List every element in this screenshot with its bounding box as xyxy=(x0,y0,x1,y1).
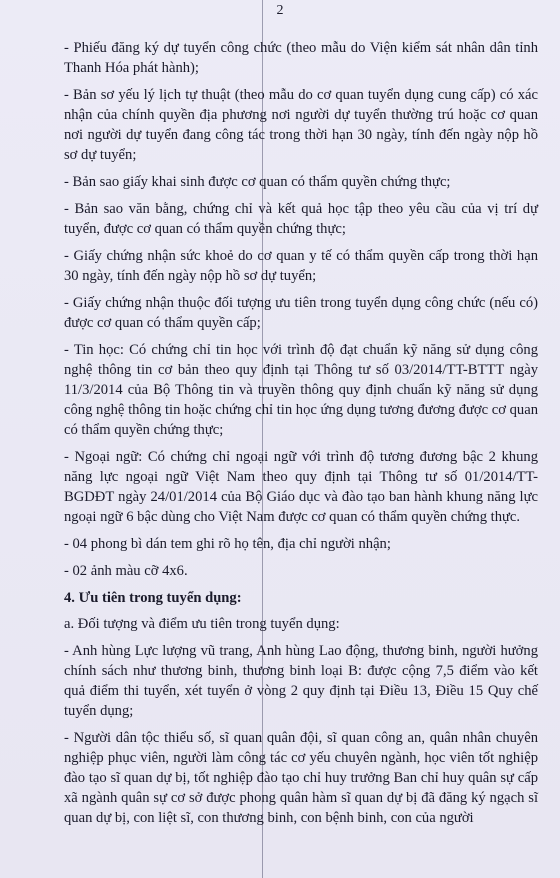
paragraph-diplomas: - Bản sao văn bằng, chứng chỉ và kết quả học tập theo yêu cầu của vị trí dự tuyển, được cơ quan có thẩm quyền chứng thực; xyxy=(64,201,538,237)
section-heading: 4. Ưu tiên trong tuyển dụng: xyxy=(64,590,242,606)
paragraph-health-certificate: - Giấy chứng nhận sức khoẻ do cơ quan y tế có thẩm quyền cấp trong thời hạn 30 ngày, tính đến ngày nộp hồ sơ dự tuyển; xyxy=(64,248,538,284)
paragraph-curriculum-vitae: - Bản sơ yếu lý lịch tự thuật (theo mẫu do cơ quan tuyển dụng cung cấp) có xác nhận của chính quyền địa phương nơi người dự tuyển thường trú hoặc cơ quan nơi người dự tuyển đang công tác trong thời hạn 30 ngày, tính đến ngày nộp hồ sơ dự tuyển; xyxy=(64,87,538,163)
paragraph-photos: - 02 ảnh màu cỡ 4x6. xyxy=(64,563,188,579)
paragraph-registration-form: - Phiếu đăng ký dự tuyển công chức (theo mẫu do Viện kiểm sát nhân dân tỉnh Thanh Hóa phát hành); xyxy=(64,40,538,76)
paragraph-language-certificate: - Ngoại ngữ: Có chứng chỉ ngoại ngữ với trình độ tương đương bậc 2 khung năng lực ngoại ngữ Việt Nam theo quy định tại Thông tư số 01/2014/TT-BGDĐT ngày 24/01/2014 của Bộ Giáo dục và đào tạo ban hành khung năng lực ngoại ngữ 6 bậc dùng cho Việt Nam được cơ quan có thẩm quyền chứng thực. xyxy=(64,449,538,525)
paragraph-ethnic-military-priority: - Người dân tộc thiểu số, sĩ quan quân đội, sĩ quan công an, quân nhân chuyên nghiệp phục viên, người làm công tác cơ yếu chuyên ngành, học viên tốt nghiệp đào tạo sĩ quan dự bị, tốt nghiệp đào tạo chỉ huy trưởng Ban chỉ huy quân sự cấp xã ngành quân sự cơ sở được phong quân hàm sĩ quan dự bị đã đăng ký ngạch sĩ quan dự bị, con liệt sĩ, con thương binh, con bệnh binh, con của người xyxy=(64,730,538,826)
paragraph-heroes-priority: - Anh hùng Lực lượng vũ trang, Anh hùng Lao động, thương binh, người hưởng chính sách như thương binh, thương binh loại B: được cộng 7,5 điểm vào kết quả điểm thi tuyển, xét tuyển ở vòng 2 quy định tại Điều 13, Điều 15 Quy chế tuyển dụng; xyxy=(64,643,538,719)
document-body xyxy=(64,38,538,835)
paragraph-envelopes: - 04 phong bì dán tem ghi rõ họ tên, địa chỉ người nhận; xyxy=(64,536,391,552)
paragraph-priority-subjects: a. Đối tượng và điểm ưu tiên trong tuyển dụng: xyxy=(64,616,340,632)
paragraph-birth-certificate: - Bản sao giấy khai sinh được cơ quan có thẩm quyền chứng thực; xyxy=(64,174,451,190)
paragraph-priority-certificate: - Giấy chứng nhận thuộc đối tượng ưu tiên trong tuyển dụng công chức (nếu có) được cơ quan có thẩm quyền cấp; xyxy=(64,295,538,331)
paragraph-it-certificate: - Tin học: Có chứng chỉ tin học với trình độ đạt chuẩn kỹ năng sử dụng công nghệ thông tin cơ bản theo quy định tại Thông tư số 03/2014/TT-BTTT ngày 11/3/2014 của Bộ Thông tin và truyền thông quy định chuẩn kỹ năng sử dụng công nghệ thông tin hoặc chứng chỉ tin học ứng dụng tương đương được cơ quan có thẩm quyền chứng thực; xyxy=(64,342,538,438)
page-number: 2 xyxy=(276,3,284,18)
